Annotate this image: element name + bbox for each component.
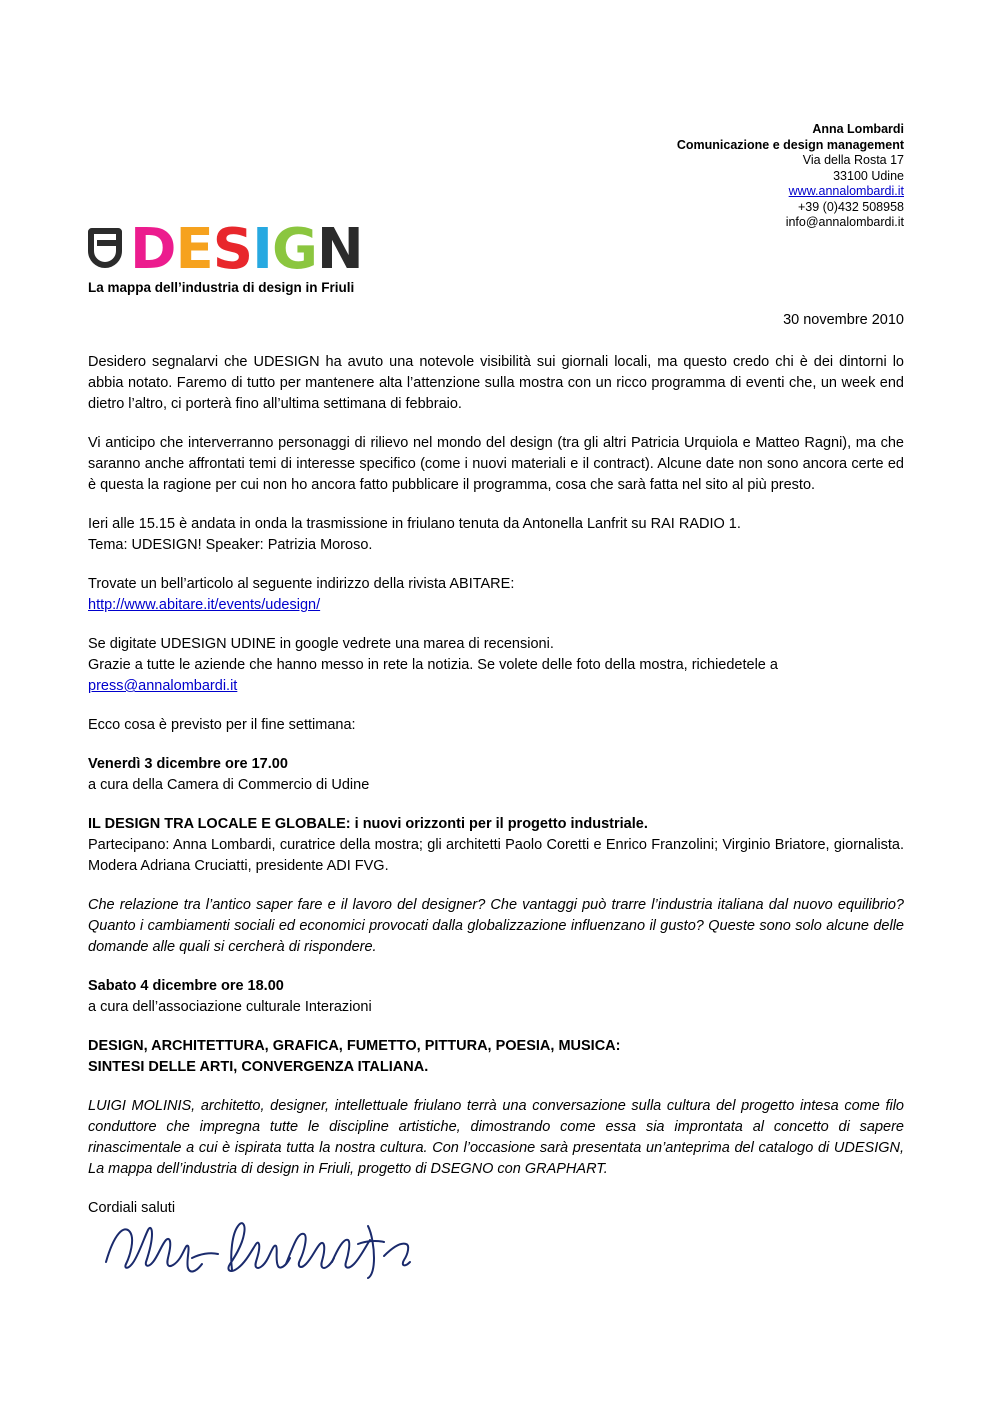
paragraph-google-line1: Se digitate UDESIGN UDINE in google vedrete una marea di recensioni. bbox=[88, 636, 554, 652]
event2-subtitle: a cura dell’associazione culturale Interazioni bbox=[88, 999, 372, 1015]
sender-city: 33100 Udine bbox=[833, 168, 904, 183]
logo-tagline: La mappa dell’industria di design in Friuli bbox=[88, 280, 355, 295]
paragraph-intro: Desidero segnalarvi che UDESIGN ha avuto una notevole visibilità sui giornali locali, ma questo credo chi è dei dintorni lo abbia notato. Faremo di tutto per mantenere alta l’attenzione sulla mostra con un ricco programma di eventi che, un week end dietro l’altro, ci porterà fino all’ultima settimana di febbraio. bbox=[88, 354, 904, 412]
event1-description: Che relazione tra l’antico saper fare e il lavoro del designer? Che vantaggi può trarre l’industria italiana dal nuovo equilibrio? Quanto i cambiamenti sociali ed economici provocati dalla globalizzazione influenzano il gusto? Queste sono solo alcune delle domande alle quali si cercherà di rispondere. bbox=[88, 897, 904, 955]
paragraph-weekend-intro: Ecco cosa è previsto per il fine settimana: bbox=[88, 717, 356, 733]
event2-heading-line2: SINTESI DELLE ARTI, CONVERGENZA ITALIANA. bbox=[88, 1059, 429, 1075]
paragraph-google-line2: Grazie a tutte le aziende che hanno messo in rete la notizia. Se volete delle foto della mostra, richiedetele a bbox=[88, 657, 778, 673]
event1-title: Venerdì 3 dicembre ore 17.00 bbox=[88, 756, 288, 772]
udesign-logo bbox=[88, 217, 388, 295]
event1-heading: IL DESIGN TRA LOCALE E GLOBALE: i nuovi orizzonti per il progetto industriale. bbox=[88, 816, 648, 832]
logo-wordmark: DESIGN bbox=[88, 222, 388, 278]
letterhead bbox=[677, 122, 904, 231]
paragraph-radio-line1: Ieri alle 15.15 è andata in onda la trasmissione in friulano tenuta da Antonella Lanfrit su RAI RADIO 1. bbox=[88, 516, 741, 532]
u-monogram-icon bbox=[88, 228, 128, 272]
event1-subtitle: a cura della Camera di Commercio di Udine bbox=[88, 777, 370, 793]
paragraph-guests: Vi anticipo che interverranno personaggi di rilievo nel mondo del design (tra gli altri Patricia Urquiola e Matteo Ragni), ma che saranno anche affrontati temi di interesse specifico (come i nuovi materiali e il contract). Alcune date non sono ancora certe ed è questa la ragione per cui non ho ancora fatto pubblicare il programma, cosa che sarà fatta nel sito al più presto. bbox=[88, 435, 904, 493]
sender-name: Anna Lombardi bbox=[812, 122, 904, 136]
signature-image bbox=[100, 1200, 440, 1290]
paragraph-radio-line2: Tema: UDESIGN! Speaker: Patrizia Moroso. bbox=[88, 537, 373, 553]
event1-participants: Partecipano: Anna Lombardi, curatrice della mostra; gli architetti Paolo Coretti e Enrico Franzolini; Virginio Briatore, giornalista. Modera Adriana Cruciatti, presidente ADI FVG. bbox=[88, 837, 904, 874]
closing-salutation: Cordiali saluti bbox=[88, 1200, 176, 1216]
abitare-article-link[interactable]: http://www.abitare.it/events/udesign/ bbox=[88, 597, 321, 613]
letter-body bbox=[88, 352, 904, 1237]
press-email-link[interactable]: press@annalombardi.it bbox=[88, 678, 238, 694]
sender-street: Via della Rosta 17 bbox=[802, 153, 904, 167]
event2-description: LUIGI MOLINIS, architetto, designer, intellettuale friulano terrà una conversazione sulla cultura del progetto intesa come filo conduttore che impregna tutte le discipline artistiche, dimostrando come essa sia improntata al concetto di sapere rinascimentale a cui è ispirata tutta la nostra cultura. Con l’occasione sarà presentata un’anteprima del catalogo di UDESIGN, La mappa dell’industria di design in Friuli, progetto di DSEGNO con GRAPHART. bbox=[88, 1098, 904, 1177]
sender-website-link[interactable]: www.annalombardi.it bbox=[788, 184, 904, 198]
event2-heading-line1: DESIGN, ARCHITETTURA, GRAFICA, FUMETTO, PITTURA, POESIA, MUSICA: bbox=[88, 1038, 621, 1054]
document-date: 30 novembre 2010 bbox=[783, 312, 904, 328]
sender-phone: +39 (0)432 508958 bbox=[798, 199, 904, 214]
paragraph-article-line1: Trovate un bell’articolo al seguente indirizzo della rivista ABITARE: bbox=[88, 576, 515, 592]
sender-email: info@annalombardi.it bbox=[785, 215, 904, 229]
sender-role: Comunicazione e design management bbox=[676, 137, 904, 152]
event2-title: Sabato 4 dicembre ore 18.00 bbox=[88, 978, 284, 994]
